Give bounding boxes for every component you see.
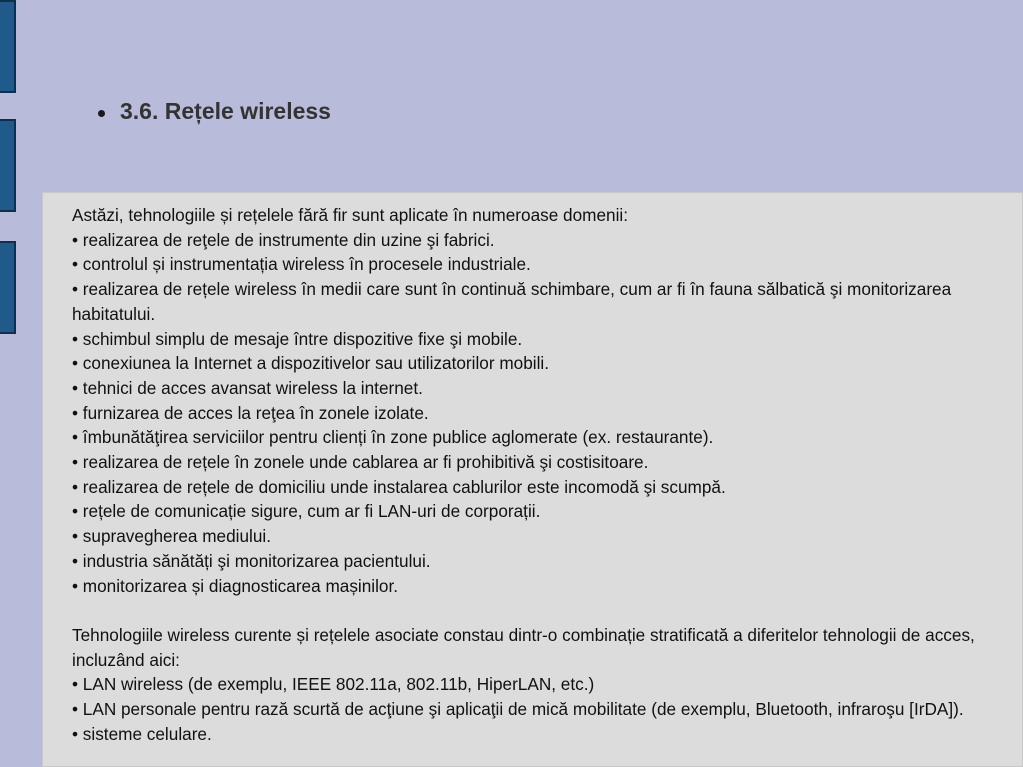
list-item: • LAN personale pentru rază scurtă de acţiune şi aplicaţii de mică mobilitate (de exemplu, Bluetooth, infraroşu [IrDA]). [72, 699, 964, 720]
intro-paragraph: Astăzi, tehnologiile și rețelele fără fir sunt aplicate în numeroase domenii: [72, 205, 629, 225]
list-item: • supravegherea mediului. [72, 526, 272, 547]
slide-title: 3.6. Rețele wireless [120, 98, 331, 124]
side-decoration-bar-1 [0, 0, 16, 93]
list-item: • realizarea de rețele în zonele unde cablarea ar fi prohibitivă şi costisitoare. [72, 452, 649, 473]
list-item: • tehnici de acces avansat wireless la internet. [72, 377, 423, 398]
content-box [42, 192, 1023, 767]
side-decoration-bar-2 [0, 119, 16, 212]
paragraph-gap [72, 598, 1007, 623]
list-item: • realizarea de rețele de domiciliu unde instalarea cablurilor este incomodă şi scumpă. [72, 476, 726, 497]
list-item: • monitorizarea și diagnosticarea mașinilor. [72, 575, 399, 596]
list-item: • rețele de comunicație sigure, cum ar fi LAN-uri de corporații. [72, 501, 541, 522]
list-item: • controlul și instrumentația wireless în procesele industriale. [72, 254, 531, 275]
list-item: • LAN wireless (de exemplu, IEEE 802.11a, 802.11b, HiperLAN, etc.) [72, 674, 595, 695]
list-item: • industria sănătăți şi monitorizarea pacientului. [72, 550, 431, 571]
list-item: • sisteme celulare. [72, 723, 212, 744]
slide-title-row [98, 98, 331, 125]
second-paragraph: Tehnologiile wireless curente și rețelele asociate constau dintr-o combinație stratificată a diferitelor tehnologii de acces, incluzând aici: [72, 624, 975, 670]
list-item: • realizarea de rețele wireless în medii care sunt în continuă schimbare, cum ar fi în fauna sălbatică şi monitorizarea habitatului. [72, 279, 952, 324]
content-text [72, 203, 1007, 746]
list-item: • conexiunea la Internet a dispozitivelor sau utilizatorilor mobili. [72, 353, 550, 374]
side-decoration-bar-3 [0, 241, 16, 334]
bullet-icon [98, 110, 105, 117]
list-item: • schimbul simplu de mesaje între dispozitive fixe şi mobile. [72, 328, 523, 349]
list-item: • furnizarea de acces la reţea în zonele izolate. [72, 402, 429, 423]
list-item: • realizarea de reţele de instrumente din uzine şi fabrici. [72, 229, 495, 250]
list-item: • îmbunătăţirea serviciilor pentru clienți în zone publice aglomerate (ex. restaurante). [72, 427, 714, 448]
